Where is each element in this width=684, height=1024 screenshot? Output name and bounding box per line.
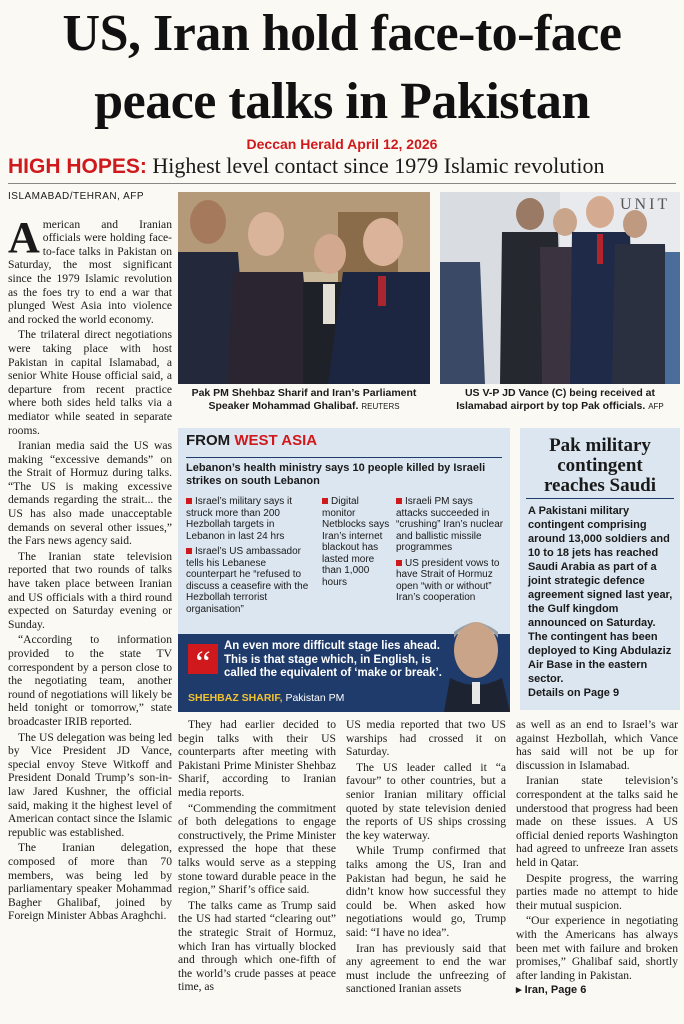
sidebar-title: Pak military contingent reaches Saudi <box>543 435 657 496</box>
subhead <box>8 152 678 181</box>
headline-line2: peace talks in Pakistan <box>94 73 590 130</box>
column-1 <box>8 190 172 925</box>
col3-p3: While Trump confirmed that talks among the US, Iran and Pakistan had begun, he said he didn’t know how successful they could be. When asked how negotiations would go, Trump said: “I have no idea”. <box>346 844 506 939</box>
col2-p2: “Commending the commitment of both delegations to engage constructively, the Prime Minister expressed the hope that these talks would serve as a stepping stone toward durable peace in the region,” Sharif’s office said. <box>178 801 336 897</box>
quote-speaker: SHEHBAZ SHARIF, <box>188 692 283 704</box>
west-asia-bullet-5: US president vows to have Strait of Hormuz open “with or without” Iran’s cooperation <box>396 557 500 603</box>
column-2 <box>178 718 336 996</box>
west-asia-label-from: FROM <box>186 432 231 449</box>
photo1-caption <box>178 387 430 413</box>
photo1-agency: REUTERS <box>361 402 400 411</box>
column-3 <box>346 718 506 998</box>
col1-p2: The trilateral direct negotiations were taking place with host Pakistan in capital Islamabad, a senior White House official said, a departure from recent practice where both sides held talks via a mediator while seated in separate rooms. <box>8 328 172 437</box>
col1-p4: The Iranian state television reported that two rounds of talks have taken place between Iranian and US officials with a third round expected on Saturday evening or Sunday. <box>8 549 172 631</box>
west-asia-col-b <box>322 496 390 588</box>
sharif-portrait <box>440 612 510 712</box>
headline-line1: US, Iran hold face-to-face <box>62 5 622 62</box>
byline: ISLAMABAD/TEHRAN, AFP <box>8 191 145 202</box>
west-asia-col-c <box>396 496 504 604</box>
col1-p6: The US delegation was being led by Vice President JD Vance, special envoy Steve Witkoff and President Donald Trump’s son-in-law Jared Kushner, the official said, making it the highest level of American contact since the Islamic republic was established. <box>8 730 172 839</box>
sidebar-text: A Pakistani military contingent comprising around 13,000 soldiers and 10 to 18 jets has reached Saudi Arabia as part of a joint strategic defence agreement signed last year, the Gulf kingdom announced on Saturday. The contingent has been deployed to King Abdulaziz Air Base in the eastern sector. <box>528 505 673 685</box>
west-asia-col-a <box>186 496 316 615</box>
photo2-agency: AFP <box>648 402 664 411</box>
photo-illustration <box>178 192 430 384</box>
quote-attribution <box>188 692 344 704</box>
col4-p3: Despite progress, the warring parties made no attempt to hide their mutual suspicion. <box>516 871 678 912</box>
quote-text: An even more difficult stage lies ahead. This is that stage which, in English, is called the equivalent of ‘make or break’. <box>224 640 442 679</box>
quote-role: Pakistan PM <box>285 692 345 704</box>
west-asia-label-region: WEST ASIA <box>234 432 318 449</box>
west-asia-rule <box>186 457 502 458</box>
bullet-marker <box>396 560 402 566</box>
west-asia-bullet-1: Israel’s military says it struck more than 200 Hezbollah targets in Lebanon in last 24 hrs <box>186 496 293 542</box>
sidebar-rule <box>526 498 674 499</box>
photo-vance-arrival <box>440 192 680 384</box>
bullet-marker <box>396 498 402 504</box>
west-asia-bullet-3: Digital monitor Netblocks says Iran’s internet blackout has lasted more than 1,000 hours <box>322 496 390 588</box>
col4-p2: Iranian state television’s correspondent at the talks said he understood that progress had been made on these issues. A US official denied reports Washington had agreed to unfreeze Iran assets held in Qatar. <box>516 774 678 869</box>
col3-p4: Iran has previously said that any agreement to end the war must include the unfreezing of sanctioned Iranian assets <box>346 941 506 996</box>
subhead-text: Highest level contact since 1979 Islamic revolution <box>152 153 605 178</box>
photo-sharif-ghalibaf <box>178 192 430 384</box>
subhead-kicker: HIGH HOPES: <box>8 155 147 178</box>
col1-p1: merican and Iranian officials were holding face-to-face talks in Pakistan on Saturday, the most significant since the 1979 Islamic revolution as the foes try to end a war that plunged West Asia into violence and rocked the world economy. <box>8 217 172 326</box>
photo2-caption-text: US V-P JD Vance (C) being received at Islamabad airport by top Pak officials. <box>456 387 656 412</box>
photo2-caption <box>440 387 680 413</box>
col1-p7: The Iranian delegation, composed of more than 70 members, was being led by parliamentary speaker Mohammad Bagher Ghalibaf, joined by Foreign Minister Abbas Araghchi. <box>8 841 172 923</box>
west-asia-bullet-2: Israel’s US ambassador tells his Lebanese counterpart he “refused to discuss a ceasefire with the Hezbollah terrorist organisation” <box>186 546 309 615</box>
jump-link[interactable]: ▸ Iran, Page 6 <box>516 984 587 997</box>
col2-p3: The talks came as Trump said the US had started “clearing out” the strategic Strait of Hormuz, which Iran has virtually blocked and through which one-fifth of the world’s crude passes at peace time, as <box>178 898 336 994</box>
dropcap: A <box>8 212 40 262</box>
col4-p4: “Our experience in negotiating with the Americans has always been met with failure and broken promises,” Ghalibaf said, shortly after landing in Pakistan. <box>516 914 678 982</box>
west-asia-lead: Lebanon’s health ministry says 10 people killed by Israeli strikes on south Lebanon <box>186 462 486 487</box>
sidebar-box <box>520 428 680 710</box>
column-4 <box>516 718 678 998</box>
west-asia-bullet-4: Israeli PM says attacks succeeded in “crushing” Iran’s nuclear and ballistic missile programmes <box>396 496 504 553</box>
bullet-marker <box>186 498 192 504</box>
bullet-marker <box>322 498 328 504</box>
col3-p2: The US leader called it “a favour” to other countries, but a senior Iranian military official quoted by state television denied the reports of US ships crossing the key waterway. <box>346 760 506 842</box>
photo1-caption-text: Pak PM Shehbaz Sharif and Iran’s Parliament Speaker Mohammad Ghalibaf. <box>191 387 417 412</box>
top-rule <box>8 183 676 184</box>
col4-p1: as well as an end to Israel’s war against Hezbollah, which Vance has said will not be up for discussion in Islamabad. <box>516 718 678 772</box>
quote-bar <box>178 634 510 712</box>
dateline: Deccan Herald April 12, 2026 <box>246 136 438 152</box>
col2-p1: They had earlier decided to begin talks with their US counterparts after meeting with Pakistani Prime Minister Shehbaz Sharif, according to Iranian media reports. <box>178 718 336 799</box>
west-asia-box <box>178 428 510 712</box>
sidebar-more-link[interactable]: Details on Page 9 <box>528 687 620 699</box>
photo2-illustration <box>440 192 680 384</box>
west-asia-label <box>186 432 317 449</box>
plane-lettering: UNIT <box>620 196 671 213</box>
bullet-marker <box>186 548 192 554</box>
quote-mark-icon: “ <box>188 644 218 674</box>
col1-p3: Iranian media said the US was making “excessive demands” on the Strait of Hormuz during talks. “The US is making excessive demands regarding the strait... the US has also made unacceptable demands on several other issues,” the Fars news agency said. <box>8 439 172 548</box>
col1-p5: “According to information provided to the state TV correspondent by a person close to the negotiating team, another round of negotiations will likely be held tonight or tomorrow,” state broadcaster IRIB reported. <box>8 633 172 728</box>
col3-p1: US media reported that two US warships had crossed it on Saturday. <box>346 718 506 759</box>
